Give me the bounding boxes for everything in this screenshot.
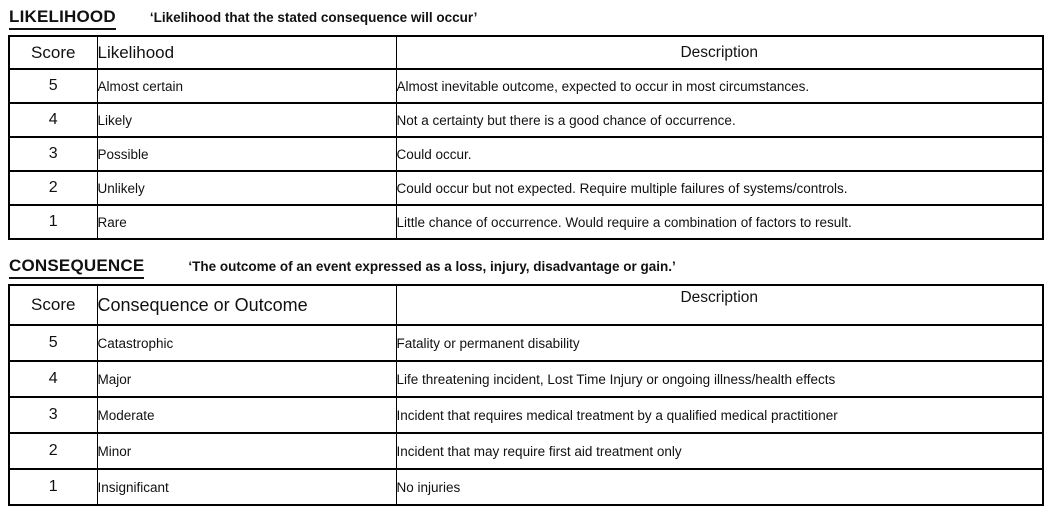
- likelihood-cell: Likely: [97, 103, 396, 137]
- score-cell: 1: [9, 205, 97, 239]
- description-cell: Almost inevitable outcome, expected to occur in most circumstances.: [396, 69, 1043, 103]
- consequence-cell: Moderate: [97, 397, 396, 433]
- likelihood-table: [8, 35, 1044, 240]
- consequence-header-score: Score: [9, 285, 97, 325]
- likelihood-subtitle: ‘Likelihood that the stated consequence will occur’: [149, 10, 478, 25]
- likelihood-header-row: [9, 36, 1043, 69]
- consequence-header-row: [9, 285, 1043, 325]
- consequence-subtitle: ‘The outcome of an event expressed as a loss, injury, disadvantage or gain.’: [188, 259, 676, 274]
- description-cell: Incident that requires medical treatment by a qualified medical practitioner: [396, 397, 1043, 433]
- consequence-caption: [9, 256, 1042, 279]
- likelihood-header-score: Score: [9, 36, 97, 69]
- likelihood-cell: Almost certain: [97, 69, 396, 103]
- description-cell: Fatality or permanent disability: [396, 325, 1043, 361]
- table-row: [9, 397, 1043, 433]
- table-row: [9, 361, 1043, 397]
- score-cell: 3: [9, 397, 97, 433]
- likelihood-cell: Possible: [97, 137, 396, 171]
- description-cell: Incident that may require first aid treatment only: [396, 433, 1043, 469]
- description-cell: Could occur.: [396, 137, 1043, 171]
- consequence-header-label: Consequence or Outcome: [97, 285, 396, 325]
- likelihood-cell: Rare: [97, 205, 396, 239]
- table-row: [9, 433, 1043, 469]
- consequence-cell: Insignificant: [97, 469, 396, 505]
- score-cell: 5: [9, 325, 97, 361]
- consequence-cell: Minor: [97, 433, 396, 469]
- consequence-cell: Catastrophic: [97, 325, 396, 361]
- likelihood-caption: [9, 7, 1042, 30]
- consequence-section: [8, 256, 1042, 506]
- consequence-header-description: Description: [396, 285, 1043, 325]
- score-cell: 1: [9, 469, 97, 505]
- score-cell: 3: [9, 137, 97, 171]
- description-cell: Could occur but not expected. Require multiple failures of systems/controls.: [396, 171, 1043, 205]
- table-row: [9, 171, 1043, 205]
- score-cell: 4: [9, 103, 97, 137]
- description-cell: Not a certainty but there is a good chance of occurrence.: [396, 103, 1043, 137]
- table-row: [9, 325, 1043, 361]
- description-cell: Life threatening incident, Lost Time Injury or ongoing illness/health effects: [396, 361, 1043, 397]
- likelihood-title: LIKELIHOOD: [9, 7, 116, 30]
- table-row: [9, 469, 1043, 505]
- likelihood-section: [8, 7, 1042, 240]
- score-cell: 5: [9, 69, 97, 103]
- description-cell: No injuries: [396, 469, 1043, 505]
- table-row: [9, 137, 1043, 171]
- consequence-cell: Major: [97, 361, 396, 397]
- table-row: [9, 69, 1043, 103]
- likelihood-header-label: Likelihood: [97, 36, 396, 69]
- likelihood-cell: Unlikely: [97, 171, 396, 205]
- likelihood-header-description: Description: [396, 36, 1043, 69]
- score-cell: 2: [9, 171, 97, 205]
- consequence-table: [8, 284, 1044, 506]
- table-row: [9, 103, 1043, 137]
- score-cell: 4: [9, 361, 97, 397]
- table-row: [9, 205, 1043, 239]
- score-cell: 2: [9, 433, 97, 469]
- description-cell: Little chance of occurrence. Would require a combination of factors to result.: [396, 205, 1043, 239]
- consequence-title: CONSEQUENCE: [9, 256, 144, 279]
